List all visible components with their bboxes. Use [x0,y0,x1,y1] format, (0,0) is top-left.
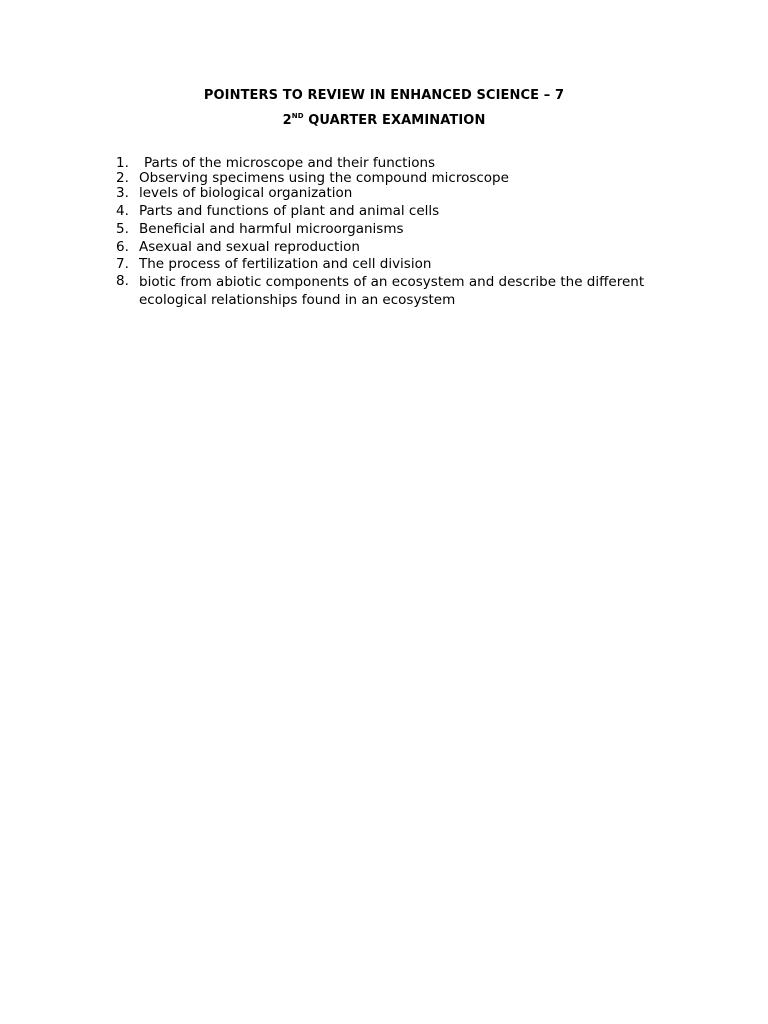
list-item [116,239,696,255]
list-item-number: 8. [116,273,129,289]
list-item [116,203,696,219]
list-item-number: 1. [116,155,129,171]
document-title: POINTERS TO REVIEW IN ENHANCED SCIENCE – 7 [203,88,565,103]
list-item-text: Parts of the microscope and their functions [144,155,436,171]
list-item-text: Asexual and sexual reproduction [139,239,360,255]
list-item-text: biotic from abiotic components of an ecosystem and describe the different ecological relationships found in an ecosystem [139,274,645,308]
list-item [116,221,696,237]
subtitle-text: QUARTER EXAMINATION [303,113,486,128]
list-item-text: The process of fertilization and cell division [139,256,432,272]
subtitle-ordinal-number: 2 [282,113,292,128]
list-item [116,273,696,309]
list-item-number: 6. [116,239,129,255]
list-item [116,170,696,186]
list-item-number: 5. [116,221,129,237]
list-item-number: 7. [116,256,129,272]
list-item [116,185,696,201]
list-item-text: Beneficial and harmful microorganisms [139,221,404,237]
list-item [116,155,696,171]
subtitle-ordinal-suffix: ND [291,112,304,120]
list-item-number: 2. [116,170,129,186]
list-item [116,256,696,272]
list-item-number: 4. [116,203,129,219]
list-item-number: 3. [116,185,129,201]
list-item-text: Parts and functions of plant and animal cells [139,203,440,219]
document-subtitle [0,113,768,129]
list-item-text: levels of biological organization [139,185,353,201]
review-pointers-list [116,155,696,309]
list-item-text: Observing specimens using the compound microscope [139,170,509,186]
